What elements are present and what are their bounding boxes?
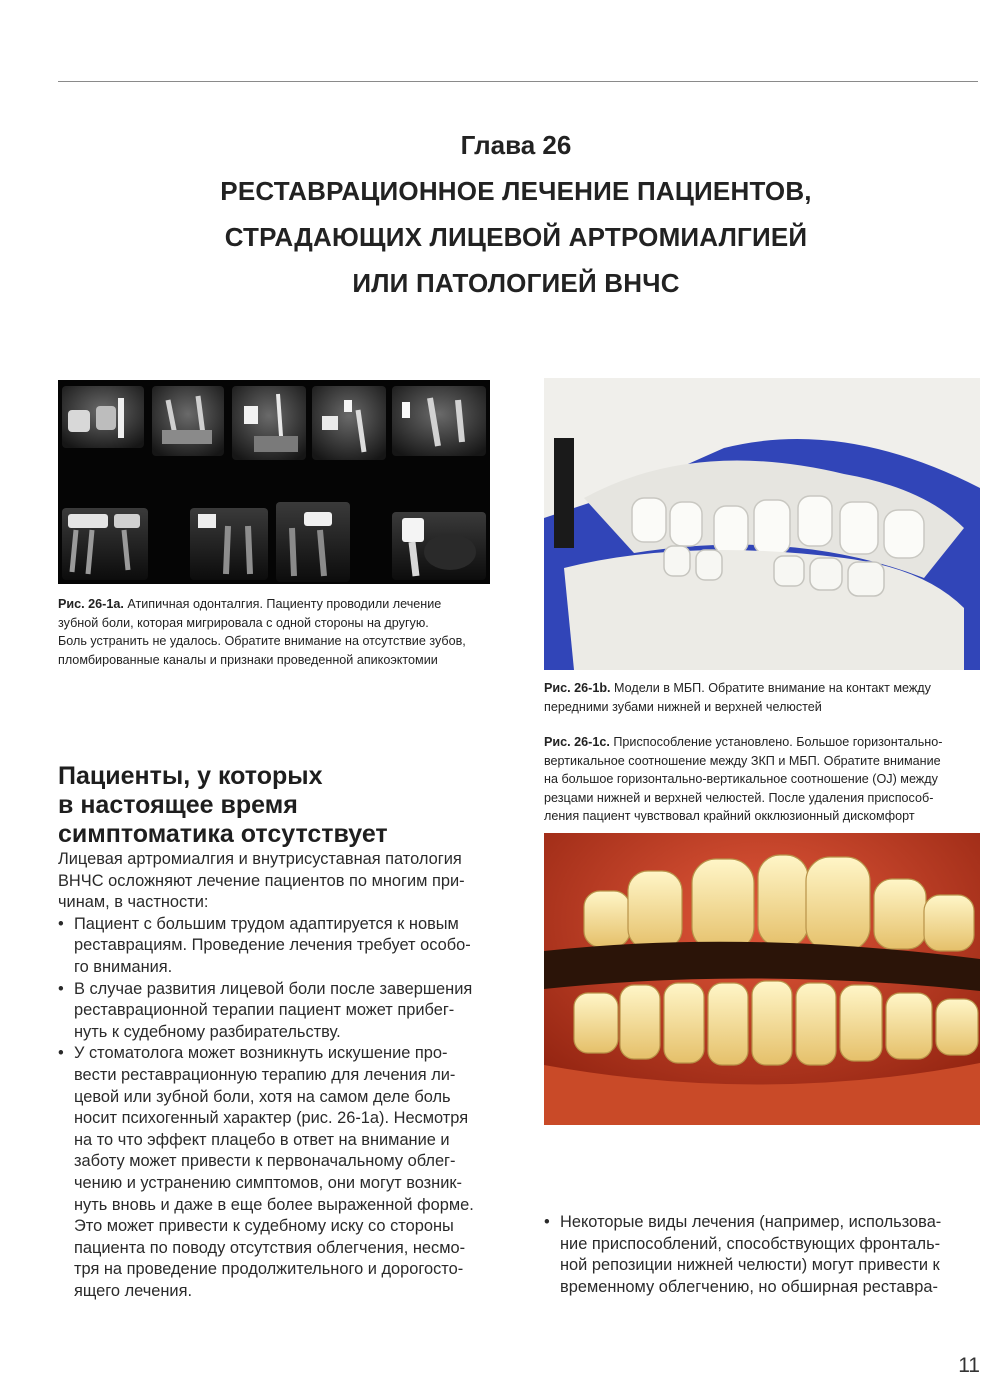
bullet-line: В случае развития лицевой боли после завершения: [74, 979, 473, 998]
caption-line: зубной боли, которая мигрировала с одной стороны на другую.: [58, 615, 429, 630]
figure-caption-b: [544, 679, 980, 716]
xray-film-bottom-3: [276, 502, 350, 582]
bullet-line: реставрациям. Проведение лечения требует особо-: [74, 936, 471, 955]
page-number: 11: [958, 1354, 980, 1377]
lower-teeth: [574, 981, 978, 1065]
bullet-line: нуть вновь и даже в еще более выраженной форме.: [74, 1195, 474, 1214]
caption-line: на большое горизонтально-вертикальное соотношение (OJ) между: [544, 772, 938, 786]
caption-line: пломбированные каналы и признаки проведенной апикоэктомии: [58, 652, 438, 667]
chapter-title-line: ИЛИ ПАТОЛОГИЕЙ ВНЧС: [352, 268, 680, 298]
chapter-title: [0, 168, 1000, 306]
bullet-item: [58, 979, 490, 1044]
bullet-line: Пациент с большим трудом адаптируется к новым: [74, 914, 459, 933]
xray-series-image: [58, 380, 490, 584]
caption-line: резцами нижней и верхней челюстей. После удаления приспособ-: [544, 790, 934, 805]
xray-film-bottom-2: [190, 508, 268, 580]
bullet-item: [58, 914, 490, 979]
section-heading-line: Пациенты, у которых: [58, 762, 323, 790]
intraoral-photo: [544, 833, 980, 1125]
figure-caption-c: [544, 733, 980, 826]
bullet-dot-icon: •: [58, 1044, 64, 1063]
chapter-number: Глава 26: [460, 130, 572, 160]
bullet-line: ящего лечения.: [74, 1281, 193, 1300]
xray-film-top-2: [152, 386, 224, 456]
section-heading-line: симптоматика отсутствует: [58, 820, 388, 848]
bullet-line: Это может привести к судебному иску со стороны: [74, 1217, 454, 1236]
bullet-line: У стоматолога может возникнуть искушение про-: [74, 1044, 448, 1063]
right-column-text: [544, 1212, 980, 1298]
bullet-dot-icon: •: [58, 979, 64, 998]
chapter-title-line: СТРАДАЮЩИХ ЛИЦЕВОЙ АРТРОМИАЛГИЕЙ: [224, 222, 808, 252]
chapter-title-line: РЕСТАВРАЦИОННОЕ ЛЕЧЕНИЕ ПАЦИЕНТОВ,: [220, 176, 812, 206]
bullet-line: реставрационной терапии пациент может прибег-: [74, 1001, 455, 1020]
bullet-line: пациента по поводу отсутствия облегчения, несмо-: [74, 1238, 466, 1257]
xray-film-bottom-4: [392, 512, 486, 580]
caption-line: Приспособление установлено. Большое горизонтально-: [609, 735, 943, 749]
xray-film-top-5: [392, 386, 486, 456]
paragraph-line: чинам, в частности:: [58, 893, 209, 912]
xray-film-bottom-1: [62, 508, 148, 580]
bullet-line: временному облегчению, но обширная реставра-: [560, 1277, 938, 1296]
bullet-line: вести реставрационную терапию для лечения ли-: [74, 1065, 456, 1084]
caption-label: Рис. 26-1а.: [58, 597, 124, 611]
section-heading-line: в настоящее время: [58, 791, 298, 819]
chapter-heading: [0, 128, 1000, 306]
articulator-pin: [554, 438, 574, 548]
bullet-dot-icon: •: [58, 914, 64, 933]
bullet-line: Некоторые виды лечения (например, использова-: [560, 1213, 942, 1231]
bullet-line: цевой или зубной боли, хотя на самом деле боль: [74, 1087, 451, 1106]
bullet-line: ной репозиции нижней челюсти) могут привести к: [560, 1256, 940, 1275]
bullet-line: нуть к судебному разбирательству.: [74, 1022, 341, 1041]
caption-line: Боль устранить не удалось. Обратите внимание на отсутствие зубов,: [58, 634, 466, 648]
bullet-item: [544, 1212, 980, 1298]
figure-caption-a: [58, 595, 490, 669]
section-heading: [58, 762, 388, 849]
bullet-line: заботу может привести к первоначальному облег-: [74, 1152, 456, 1171]
left-column-text: [58, 849, 490, 1302]
bullet-line: тря на проведение продолжительного и дорогосто-: [74, 1260, 464, 1279]
xray-film-top-4: [312, 386, 386, 460]
bullet-line: носит психогенный характер (рис. 26-1a). Несмотря: [74, 1109, 469, 1128]
caption-line: ления пациент чувствовал крайний окклюзионный дискомфорт: [544, 809, 915, 823]
bullet-line: ние приспособлений, способствующих фронталь-: [560, 1234, 941, 1253]
caption-line: вертикальное соотношение между ЗКП и МБП. Обратите внимание: [544, 753, 941, 768]
paragraph-line: Лицевая артромиалгия и внутрисуставная патология: [58, 850, 462, 868]
dental-models-photo: [544, 378, 980, 670]
caption-line: Атипичная одонталгия. Пациенту проводили лечение: [123, 597, 442, 611]
bullet-line: го внимания.: [74, 957, 173, 976]
caption-label: Рис. 26-1b.: [544, 681, 611, 695]
bullet-item: [58, 1043, 490, 1302]
bullet-line: чению и устранению симптомов, они могут возник-: [74, 1173, 463, 1192]
bullet-dot-icon: •: [544, 1213, 550, 1231]
top-rule: [58, 81, 978, 82]
xray-film-top-1: [62, 386, 144, 448]
caption-line: передними зубами нижней и верхней челюстей: [544, 699, 822, 714]
bullet-line: на то что эффект плацебо в ответ на внимание и: [74, 1130, 450, 1149]
caption-line: Модели в МБП. Обратите внимание на контакт между: [610, 681, 931, 695]
caption-label: Рис. 26-1с.: [544, 735, 610, 749]
xray-film-top-3: [232, 386, 306, 460]
paragraph-line: ВНЧС осложняют лечение пациентов по многим при-: [58, 871, 465, 890]
